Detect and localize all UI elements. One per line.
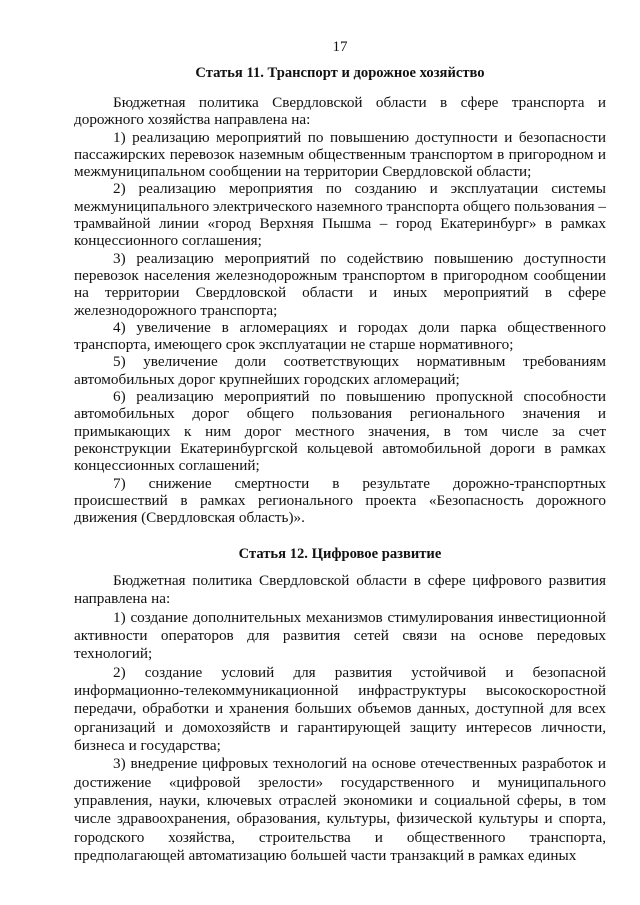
paragraph: 4) увеличение в агломерациях и городах доли парка общественного транспорта, имеющего срок эксплуатации не старше нормативного; (74, 318, 606, 354)
paragraph: 5) увеличение доли соответствующих нормативным требованиям автомобильных дорог крупнейших городских агломераций; (74, 353, 606, 388)
page-number: 17 (332, 39, 348, 55)
paragraph: Бюджетная политика Свердловской области в сфере цифрового развития направлена на: (74, 572, 606, 608)
article-11-heading: Статья 11. Транспорт и дорожное хозяйство (195, 65, 485, 81)
paragraph: 7) снижение смертности в результате дорожно-транспортных происшествий в рамках регионального проекта «Безопасность дорожного движения (Свердловская область)». (74, 474, 606, 527)
paragraph: 1) реализацию мероприятий по повышению доступности и безопасности пассажирских перевозок наземным общественным транспортом в пригородном и межмуниципальном сообщении на территории Свердловской области; (74, 128, 606, 181)
article-11-body (74, 94, 606, 526)
paragraph: 6) реализацию мероприятий по повышению пропускной способности автомобильных дорог общего пользования регионального значения и примыкающих к ним дорог местного значения, в том числе за счет реконструкции Екатеринбургской кольцевой автомобильной дороги в рамках концессионных соглашений; (74, 388, 606, 475)
paragraph: 3) внедрение цифровых технологий на основе отечественных разработок и достижение «цифровой зрелости» государственного и муниципального управления, науки, ключевых отраслей экономики и социальной сферы, в том числе здравоохранения, образования, культуры, физической культуры и спорта, городского хозяйства, строительства и общественного транспорта, предполагающей автоматизацию большей части транзакций в рамках единых (74, 755, 606, 865)
paragraph: Бюджетная политика Свердловской области в сфере транспорта и дорожного хозяйства направлена на: (74, 94, 606, 129)
paragraph: 1) создание дополнительных механизмов стимулирования инвестиционной активности операторов для развития сетей связи на основе передовых технологий; (74, 608, 606, 663)
article-12-body (74, 572, 606, 866)
paragraph: 3) реализацию мероприятий по содействию повышению доступности перевозок населения железнодорожным транспортом в пригородном сообщении на территории Свердловской области и иных мероприятий в сфере железнодорожного транспорта; (74, 249, 606, 319)
article-12-heading: Статья 12. Цифровое развитие (238, 546, 442, 562)
paragraph: 2) реализацию мероприятия по созданию и эксплуатации системы межмуниципального электрического наземного транспорта общего пользования – трамвайной линии «город Верхняя Пышма – город Екатеринбург» в рамках концессионного соглашения; (74, 180, 606, 250)
paragraph: 2) создание условий для развития устойчивой и безопасной информационно-телекоммуникационной инфраструктуры высокоскоростной передачи, обработки и хранения больших объемов данных, доступной для всех организаций и домохозяйств и гарантирующей защиту интересов личности, бизнеса и государства; (74, 663, 606, 755)
